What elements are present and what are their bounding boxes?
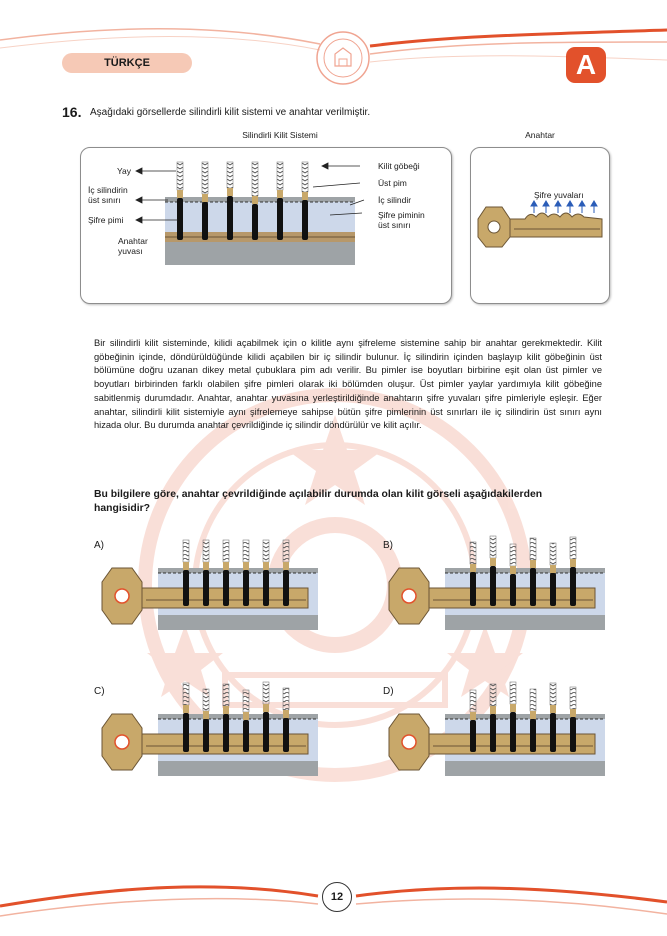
lock-pin — [243, 540, 249, 606]
question-prompt: Bu bilgilere göre, anahtar çevrildiğinde açılabilir durumda olan kilit görseli aşağıdakilerden hangisidir? — [94, 489, 543, 514]
option-b-label[interactable]: B) — [383, 540, 393, 551]
option-c-label[interactable]: C) — [94, 686, 105, 697]
option-c-image[interactable] — [98, 684, 328, 784]
lock-pin — [243, 690, 249, 752]
lock-pin — [263, 540, 269, 606]
page-number: 12 — [322, 882, 352, 912]
lock-figure-caption: Silindirli Kilit Sistemi — [242, 130, 318, 140]
lock-pin — [203, 540, 209, 606]
option-d-image[interactable] — [385, 684, 615, 784]
lock-pin — [490, 684, 496, 752]
lock-pin — [223, 684, 229, 752]
lock-pin — [223, 540, 229, 606]
label-yay: Yay — [117, 166, 132, 176]
lock-pin — [530, 689, 536, 752]
lock-pin — [510, 682, 516, 752]
lock-pin — [283, 540, 289, 606]
label-sifre-yuvalari: Şifre yuvaları — [534, 190, 584, 200]
label-sifre-pimi: Şifre pimi — [88, 215, 124, 225]
label-ic-silindir-ust-1: İç silindirin — [88, 185, 128, 195]
question-number: 16. — [62, 104, 82, 120]
option-a-label[interactable]: A) — [94, 540, 104, 551]
lock-pin — [490, 536, 496, 606]
lock-pin — [470, 690, 476, 752]
booklet-type-badge: A — [566, 47, 606, 83]
label-sifre-pimi-ust-1: Şifre piminin — [378, 210, 425, 220]
option-d-label[interactable]: D) — [383, 686, 394, 697]
option-b-image[interactable] — [385, 538, 615, 638]
lock-pin — [183, 683, 189, 752]
lock-pin — [263, 682, 269, 752]
subject-badge: TÜRKÇE — [62, 53, 192, 73]
option-a-image[interactable] — [98, 538, 328, 638]
lock-pin — [283, 688, 289, 752]
seal-logo-icon — [313, 28, 373, 88]
label-sifre-pimi-ust-2: üst sınırı — [378, 220, 411, 230]
label-ust-pim: Üst pim — [378, 178, 407, 188]
lock-pin — [510, 544, 516, 606]
label-ic-silindir: İç silindir — [378, 195, 412, 205]
label-anahtar-yuvasi-2: yuvası — [118, 246, 143, 256]
label-kilit-gobegi: Kilit göbeği — [378, 161, 420, 171]
question-intro: Aşağıdaki görsellerde silindirli kilit sistemi ve anahtar verilmiştir. — [90, 107, 371, 118]
lock-pin — [570, 687, 576, 752]
lock-pin — [470, 542, 476, 606]
lock-pin — [550, 543, 556, 606]
key-diagram — [470, 147, 608, 302]
lock-pin — [183, 540, 189, 606]
lock-pin — [550, 683, 556, 752]
lock-pin — [203, 689, 209, 752]
question-body-text: Bir silindirli kilit sisteminde, kilidi açabilmek için o kilitle aynı şifreleme sistemine sahip bir anahtar gerekmektedir. Kilit göbeğinin içinde, döndürüldüğünde kilidi açabilen bir iç silindir bulunur. İç silindirin içinden başlayıp kilit göbeğinin üst bölümüne doğru uzanan dikey metal çubuklara pim adı verilir. Bu pimler ise boyutları birbirine eşit olan üst pimler ve boyutları birbirinden farklı olabilen şifre pimleri olarak iki bölümden oluşur. Üst pimler yaylar yardımıyla kilit göbeğine sabitlenmiş durumdadır. Anahtar, anahtar yuvasına yerleştirildiğinde anahtarın şifre yuvaları şifre pimleriyle eşleşir. Eğer anahtar, silindirli kilit sistemiyle aynı şifrelemeye sahipse bütün şifre pimlerinin üst sınırları ile iç silindirin üst sınırı aynı hizada olur. Bu durumda anahtar çevrildiğinde iç silindir döndürülür ve kilit açılır. — [94, 338, 602, 431]
lock-pin — [530, 538, 536, 606]
label-ic-silindir-ust-2: üst sınırı — [88, 195, 121, 205]
key-figure-caption: Anahtar — [525, 130, 555, 140]
label-anahtar-yuvasi-1: Anahtar — [118, 236, 148, 246]
lock-pin — [570, 537, 576, 606]
